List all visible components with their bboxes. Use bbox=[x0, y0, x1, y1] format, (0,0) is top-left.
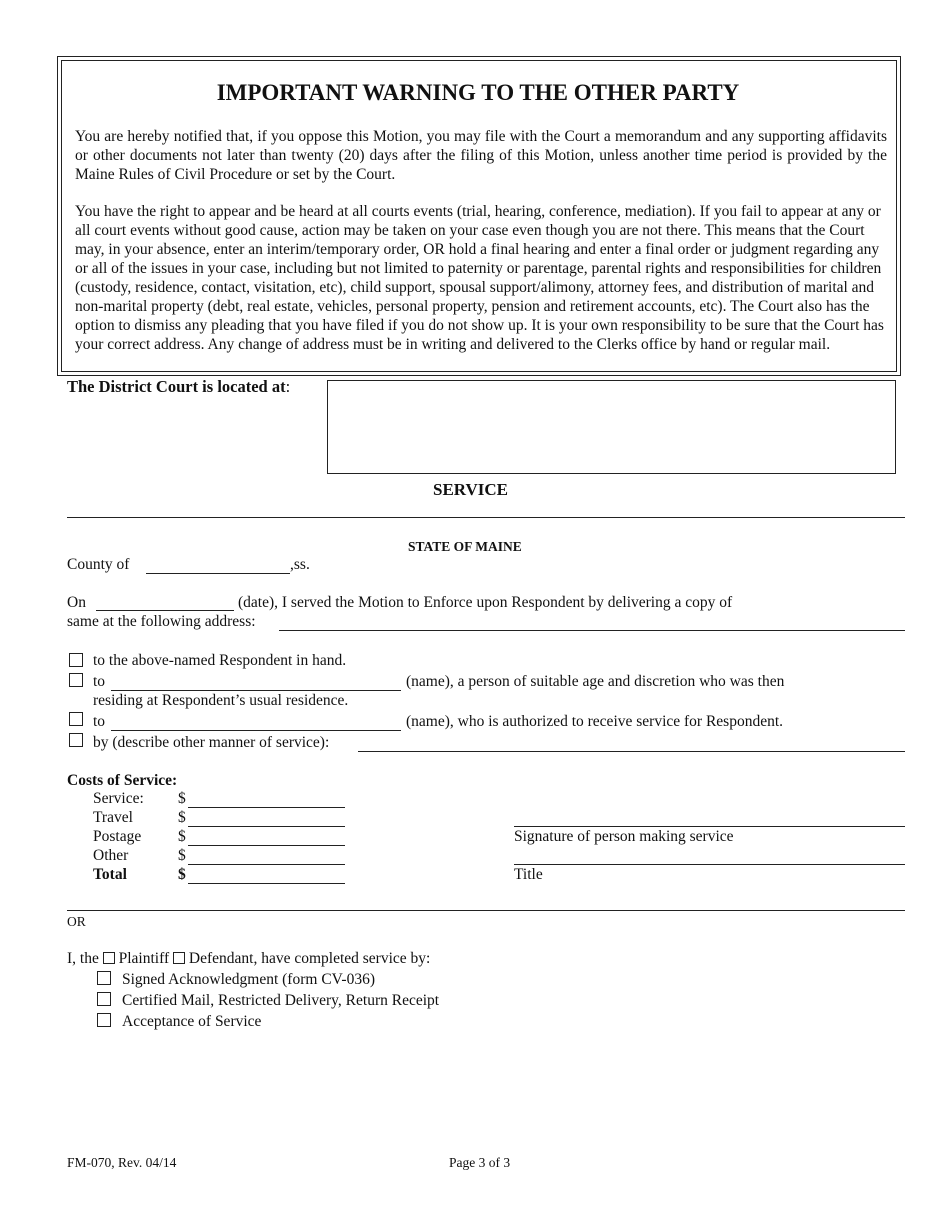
other-manner-label: by (describe other manner of service): bbox=[93, 734, 330, 751]
court-address-field[interactable] bbox=[327, 380, 896, 474]
cost-total-field[interactable] bbox=[188, 883, 345, 884]
cost-other-field[interactable] bbox=[188, 864, 345, 865]
suitable-person-checkbox[interactable] bbox=[69, 673, 83, 687]
cost-label-postage: Postage bbox=[93, 828, 142, 845]
county-field[interactable] bbox=[146, 573, 290, 574]
county-label: County of bbox=[67, 556, 130, 573]
i-the-text: I, the bbox=[67, 950, 99, 967]
signed-acknowledgment-checkbox[interactable] bbox=[97, 971, 111, 985]
or-label: OR bbox=[67, 914, 86, 929]
served-text: (date), I served the Motion to Enforce upon Respondent by delivering a copy of bbox=[238, 594, 733, 611]
suitable-to-label: to bbox=[93, 673, 106, 690]
currency-symbol: $ bbox=[178, 866, 186, 883]
cost-label-other: Other bbox=[93, 847, 129, 864]
warning-paragraph-2: You have the right to appear and be heard at all courts events (trial, hearing, conference, mediation). If you fail to appear at any or all court events without good cause, action may be taken on your case even though you are not there. This means that the Court may, in your absence, enter an interim/temporary order, OR hold a final hearing and enter a final order or judgment regarding any or all of the issues in your case, including but not limited to paternity or parentage, parental rights and responsibilities for children (custody, residence, contact, visitation, etc), child support, spousal support/alimony, attorney fees, and distribution of marital and non-marital property (debt, real estate, vehicles, personal property, pension and retirement accounts, etc). The Court also has the option to dismiss any pleading that you have filed if you do not show up. It is your own responsibility to be sure that the Court has your correct address. Any change of address must be in writing and delivered to the Clerks office by hand or regular mail. bbox=[75, 203, 884, 353]
title-label: Title bbox=[514, 866, 543, 883]
suitable-person-text-cont: residing at Respondent’s usual residence. bbox=[93, 692, 349, 709]
certified-mail-checkbox[interactable] bbox=[97, 992, 111, 1006]
court-location-label: The District Court is located at: bbox=[67, 377, 291, 396]
defendant-checkbox[interactable] bbox=[173, 952, 185, 964]
other-manner-checkbox[interactable] bbox=[69, 733, 83, 747]
currency-symbol: $ bbox=[178, 847, 186, 864]
authorized-to-label: to bbox=[93, 713, 106, 730]
cost-postage-field[interactable] bbox=[188, 845, 345, 846]
county-suffix: ,ss. bbox=[290, 556, 310, 573]
warning-title: IMPORTANT WARNING TO THE OTHER PARTY bbox=[216, 80, 740, 105]
suitable-person-name-field[interactable] bbox=[111, 690, 401, 691]
costs-title: Costs of Service: bbox=[67, 772, 178, 789]
state-heading: STATE OF MAINE bbox=[408, 539, 522, 554]
warning-paragraph-1: You are hereby notified that, if you oppose this Motion, you may file with the Court a memorandum and any supporting affidavits or other documents not later than twenty (20) days after the filing of this Motion, unless another time period is provided by the Maine Rules of Civil Procedure or set by the Court. bbox=[75, 128, 887, 183]
cost-service-field[interactable] bbox=[188, 807, 345, 808]
signature-label: Signature of person making service bbox=[514, 828, 734, 845]
title-field[interactable] bbox=[514, 864, 905, 865]
cost-label-travel: Travel bbox=[93, 809, 133, 826]
on-label: On bbox=[67, 594, 86, 611]
acceptance-of-service-label: Acceptance of Service bbox=[122, 1013, 262, 1030]
suitable-person-text: (name), a person of suitable age and discretion who was then bbox=[406, 673, 785, 690]
divider bbox=[67, 517, 905, 518]
authorized-person-name-field[interactable] bbox=[111, 730, 401, 731]
defendant-label: Defendant, have completed service by: bbox=[188, 950, 431, 967]
in-hand-label: to the above-named Respondent in hand. bbox=[93, 652, 347, 669]
acceptance-of-service-checkbox[interactable] bbox=[97, 1013, 111, 1027]
currency-symbol: $ bbox=[178, 809, 186, 826]
certified-mail-label: Certified Mail, Restricted Delivery, Return Receipt bbox=[122, 992, 440, 1009]
completed-by-statement bbox=[67, 950, 430, 968]
plaintiff-label: Plaintiff bbox=[118, 950, 170, 967]
signature-field[interactable] bbox=[514, 826, 905, 827]
signed-acknowledgment-label: Signed Acknowledgment (form CV-036) bbox=[122, 971, 375, 988]
service-address-field[interactable] bbox=[279, 630, 905, 631]
in-hand-checkbox[interactable] bbox=[69, 653, 83, 667]
cost-travel-field[interactable] bbox=[188, 826, 345, 827]
currency-symbol: $ bbox=[178, 790, 186, 807]
address-label: same at the following address: bbox=[67, 613, 256, 630]
divider bbox=[67, 910, 905, 911]
authorized-person-checkbox[interactable] bbox=[69, 712, 83, 726]
page-number: Page 3 of 3 bbox=[449, 1155, 511, 1170]
other-manner-field[interactable] bbox=[358, 751, 905, 752]
cost-label-total: Total bbox=[93, 866, 127, 883]
service-date-field[interactable] bbox=[96, 610, 234, 611]
service-title: SERVICE bbox=[433, 480, 508, 499]
currency-symbol: $ bbox=[178, 828, 186, 845]
authorized-person-text: (name), who is authorized to receive service for Respondent. bbox=[406, 713, 784, 730]
plaintiff-checkbox[interactable] bbox=[103, 952, 115, 964]
form-id: FM-070, Rev. 04/14 bbox=[67, 1155, 177, 1170]
cost-label-service: Service: bbox=[93, 790, 144, 807]
